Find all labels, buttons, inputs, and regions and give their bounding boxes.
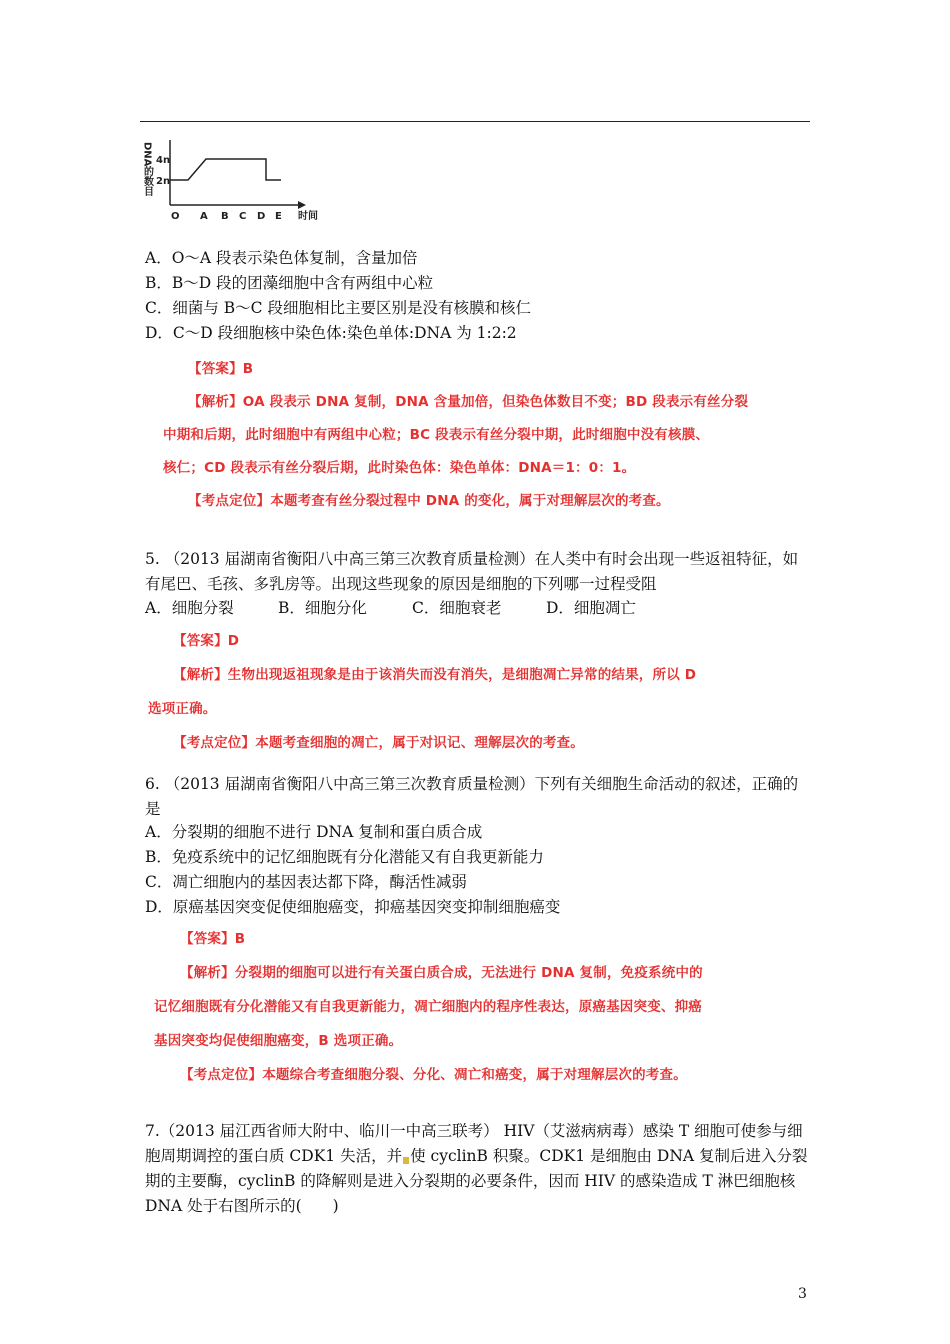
q6-analysis-line-1: 【解析】分裂期的细胞可以进行有关蛋白质合成，无法进行 DNA 复制，免疫系统中的 xyxy=(180,965,703,981)
q4-option-d: D．C～D 段细胞核中染色体:染色单体:DNA 为 1:2:2 xyxy=(145,324,517,342)
q6-analysis-line-3: 基因突变均促使细胞癌变，B 选项正确。 xyxy=(154,1033,403,1049)
y-axis-label: DNA的数目 xyxy=(141,142,153,197)
q4-kaodian: 【考点定位】本题考查有丝分裂过程中 DNA 的变化，属于对理解层次的考查。 xyxy=(188,493,670,509)
q5-option-a: A．细胞分裂 xyxy=(145,599,234,617)
q6-option-d: D．原癌基因突变促使细胞癌变，抑癌基因突变抑制细胞癌变 xyxy=(145,898,561,916)
x-tick-A: A xyxy=(200,211,208,222)
x-tick-D: D xyxy=(257,211,266,222)
x-tick-B: B xyxy=(221,211,229,222)
q6-kaodian: 【考点定位】本题综合考查细胞分裂、分化、凋亡和癌变，属于对理解层次的考查。 xyxy=(180,1067,687,1083)
x-axis-label: 时间 xyxy=(298,211,318,222)
q7-stem xyxy=(145,1119,810,1219)
dna-series-line xyxy=(170,159,281,180)
header-rule xyxy=(140,121,810,122)
q6-option-c: C．凋亡细胞内的基因表达都下降，酶活性减弱 xyxy=(145,873,467,891)
y-tick-4n: 4n xyxy=(156,155,171,166)
q6-answer: 【答案】B xyxy=(180,931,246,947)
q4-option-a: A．O～A 段表示染色体复制，含量加倍 xyxy=(145,249,418,267)
q6-option-a: A．分裂期的细胞不进行 DNA 复制和蛋白质合成 xyxy=(145,823,483,841)
page-number: 3 xyxy=(798,1286,807,1302)
q4-option-c: C．细菌与 B～C 段细胞相比主要区别是没有核膜和核仁 xyxy=(145,299,531,317)
q4-option-b: B．B～D 段的团藻细胞中含有两组中心粒 xyxy=(145,274,434,292)
q5-stem: 5. （2013 届湖南省衡阳八中高三第三次教育质量检测）在人类中有时会出现一些返祖特征，如有尾巴、毛孩、多乳房等。出现这些现象的原因是细胞的下列哪一过程受阻 xyxy=(145,550,799,593)
q7-stem-part-1: 7.（2013 届江西省师大附中、临川一中高三联考） HIV（艾滋病病毒）感染 T 细胞可使参与细胞周期调控的蛋白质 CDK1 失活，并 xyxy=(145,1122,803,1165)
x-tick-C: C xyxy=(239,211,247,222)
comment-marker-icon xyxy=(403,1157,409,1164)
q6-analysis-line-2: 记忆细胞既有分化潜能又有自我更新能力，凋亡细胞内的程序性表达，原癌基因突变、抑癌 xyxy=(154,999,702,1015)
x-tick-E: E xyxy=(275,211,282,222)
q4-analysis-line-3: 核仁；CD 段表示有丝分裂后期，此时染色体：染色单体：DNA＝1：0：1。 xyxy=(163,460,636,476)
q7-stem-part-2: 使 cyclinB 积聚。CDK1 是细胞由 DNA 复制后进入分裂期的主要酶，cyclinB 的降解则是进入分裂期的必要条件，因而 HIV 的感染造成 T 淋巴细胞核 DNA 处于右图所示的( ) xyxy=(145,1147,808,1215)
dna-content-graph xyxy=(138,126,338,226)
x-axis-arrow xyxy=(298,201,306,209)
q5-option-b: B．细胞分化 xyxy=(278,599,367,617)
q5-options xyxy=(145,597,636,619)
y-tick-2n: 2n xyxy=(156,176,171,187)
q4-answer: 【答案】B xyxy=(188,361,254,377)
q5-analysis-line-1: 【解析】生物出现返祖现象是由于该消失而没有消失，是细胞凋亡异常的结果，所以 D xyxy=(173,667,697,683)
q4-analysis-line-1: 【解析】OA 段表示 DNA 复制，DNA 含量加倍，但染色体数目不变；BD 段表示有丝分裂 xyxy=(188,394,749,410)
q5-option-c: C．细胞衰老 xyxy=(412,599,502,617)
q5-analysis-line-2: 选项正确。 xyxy=(148,701,217,717)
q6-stem: 6. （2013 届湖南省衡阳八中高三第三次教育质量检测）下列有关细胞生命活动的叙述，正确的是 xyxy=(145,775,799,818)
q4-analysis-line-2: 中期和后期，此时细胞中有两组中心粒；BC 段表示有丝分裂中期，此时细胞中没有核膜、 xyxy=(163,427,710,443)
q5-answer: 【答案】D xyxy=(173,633,240,649)
q5-kaodian: 【考点定位】本题考查细胞的凋亡，属于对识记、理解层次的考查。 xyxy=(173,735,584,751)
q6-option-b: B．免疫系统中的记忆细胞既有分化潜能又有自我更新能力 xyxy=(145,848,544,866)
q5-option-d: D．细胞凋亡 xyxy=(546,599,636,617)
x-tick-O: O xyxy=(171,211,180,222)
